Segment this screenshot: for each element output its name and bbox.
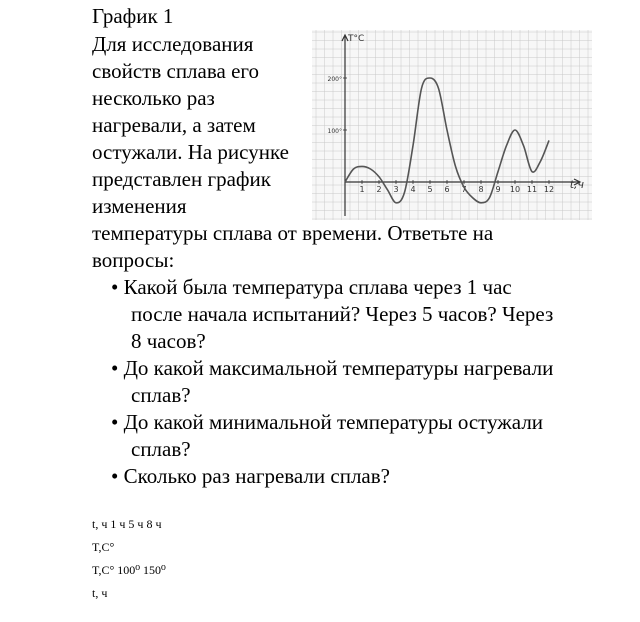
- question-item: [111, 355, 553, 382]
- text-line: температуры сплава от времени. Ответьте на: [92, 221, 494, 245]
- y-tick-label: 100°: [327, 128, 342, 135]
- question-text: после начала испытаний? Через 5 часов? Через: [131, 302, 554, 326]
- intro-line: нагревали, а затем: [92, 113, 256, 137]
- question-text: До какой максимальной температуры нагревали: [123, 356, 554, 380]
- x-tick-label: 6: [444, 185, 450, 194]
- question-text: До какой минимальной температуры остужали: [123, 410, 544, 434]
- x-tick-label: 2: [376, 185, 382, 194]
- question-text: Сколько раз нагревали сплав?: [123, 464, 390, 488]
- question-item: [111, 409, 543, 436]
- x-tick-label: 9: [495, 185, 501, 194]
- bullet: •: [111, 464, 119, 488]
- footer-line: t, ч 1 ч 5 ч 8 ч: [92, 517, 162, 531]
- question-text: сплав?: [131, 437, 191, 461]
- footer-line: T,C°: [92, 540, 115, 554]
- question-item: [111, 274, 512, 301]
- temperature-graph: [312, 30, 592, 220]
- x-tick-label: 11: [526, 185, 538, 194]
- x-tick-label: 12: [543, 185, 555, 194]
- question-item: [111, 463, 390, 490]
- intro-line: представлен график: [92, 167, 271, 191]
- x-tick-label: 1: [359, 185, 365, 194]
- x-tick-label: 5: [427, 185, 433, 194]
- text-line: вопросы:: [92, 248, 175, 272]
- intro-line: Для исследования: [92, 32, 254, 56]
- x-axis-label: t,ч: [569, 178, 584, 191]
- question-text: сплав?: [131, 383, 191, 407]
- x-tick-label: 3: [393, 185, 399, 194]
- y-axis-label: T°C: [348, 34, 365, 44]
- intro-line: остужали. На рисунке: [92, 140, 289, 164]
- footer-line: T,C° 100⁰ 150⁰: [92, 563, 166, 577]
- question-text: Какой была температура сплава через 1 час: [123, 275, 512, 299]
- page-title: График 1: [92, 4, 174, 28]
- bullet: •: [111, 356, 119, 380]
- intro-line: изменения: [92, 194, 187, 218]
- intro-line: свойств сплава его: [92, 59, 259, 83]
- x-tick-label: 10: [509, 185, 521, 194]
- bullet: •: [111, 410, 119, 434]
- x-tick-label: 8: [478, 185, 484, 194]
- footer-line: t, ч: [92, 586, 108, 600]
- y-tick-label: 200°: [327, 76, 342, 83]
- bullet: •: [111, 275, 119, 299]
- x-tick-label: 7: [461, 185, 467, 194]
- x-tick-label: 4: [410, 185, 416, 194]
- intro-line: несколько раз: [92, 86, 215, 110]
- question-text: 8 часов?: [131, 329, 206, 353]
